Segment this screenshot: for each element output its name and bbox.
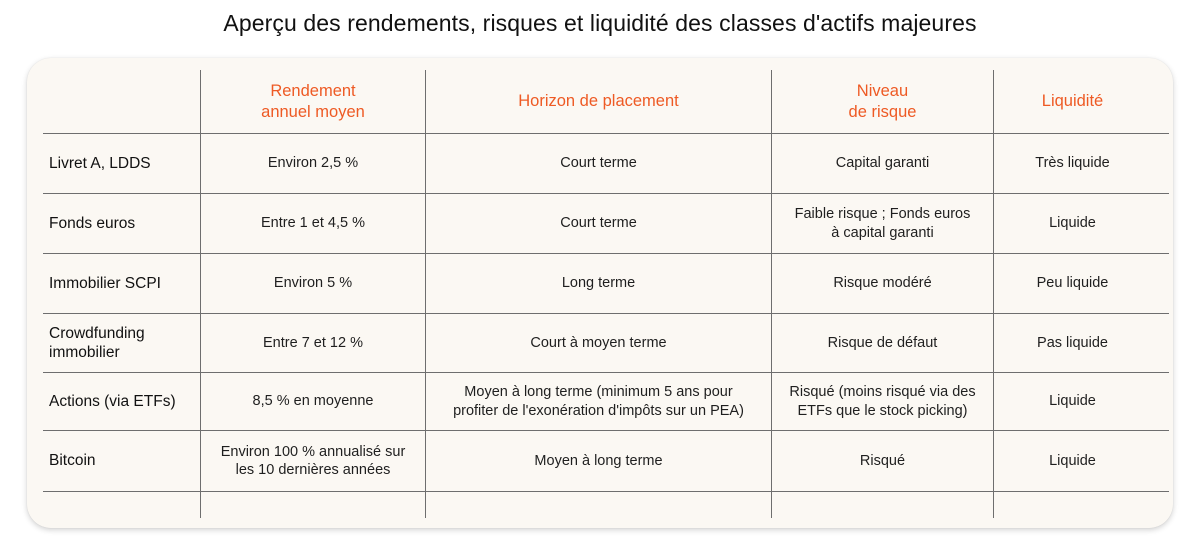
empty-cell [43, 492, 200, 518]
header-cell-risque: Niveau de risque [771, 70, 993, 133]
table-cell: Liquide [993, 194, 1151, 253]
empty-cell [771, 492, 993, 518]
table-cell: Risque de défaut [771, 314, 993, 372]
table-row [43, 194, 1169, 254]
table-cell: Pas liquide [993, 314, 1151, 372]
header-cell-horizon: Horizon de placement [425, 70, 771, 133]
table-header-row [43, 70, 1169, 134]
table-cell: Entre 1 et 4,5 % [200, 194, 425, 253]
table-cell: 8,5 % en moyenne [200, 373, 425, 430]
table-cell: Moyen à long terme [425, 431, 771, 491]
header-cell-empty [43, 70, 200, 133]
row-label: Actions (via ETFs) [49, 392, 176, 410]
table-cell: Risque modéré [771, 254, 993, 313]
table-card [27, 58, 1173, 528]
row-label: Fonds euros [49, 214, 136, 232]
table-row [43, 373, 1169, 431]
row-label: Immobilier SCPI [49, 274, 161, 292]
comparison-table [43, 70, 1169, 518]
table-cell: Court terme [425, 134, 771, 193]
table-cell: Capital garanti [771, 134, 993, 193]
table-row [43, 134, 1169, 194]
row-label: Crowdfunding immobilier [49, 324, 145, 361]
empty-cell [200, 492, 425, 518]
table-cell: Très liquide [993, 134, 1151, 193]
table-cell: Long terme [425, 254, 771, 313]
page-title: Aperçu des rendements, risques et liquidité des classes d'actifs majeures [223, 10, 977, 36]
header-cell-liquidite: Liquidité [993, 70, 1151, 133]
row-label: Bitcoin [49, 452, 96, 470]
table-row [43, 431, 1169, 492]
table-cell: Liquide [993, 373, 1151, 430]
table-cell: Liquide [993, 431, 1151, 491]
table-cell: Court à moyen terme [425, 314, 771, 372]
row-label: Livret A, LDDS [49, 154, 151, 172]
table-cell: Environ 100 % annualisé sur les 10 dernières années [200, 431, 425, 491]
table-cell: Entre 7 et 12 % [200, 314, 425, 372]
table-cell: Peu liquide [993, 254, 1151, 313]
table-row [43, 254, 1169, 314]
table-cell: Risqué (moins risqué via des ETFs que le stock picking) [771, 373, 993, 430]
table-cell: Court terme [425, 194, 771, 253]
table-cell: Moyen à long terme (minimum 5 ans pour profiter de l'exonération d'impôts sur un PEA) [425, 373, 771, 430]
table-cell: Risqué [771, 431, 993, 491]
empty-cell [425, 492, 771, 518]
table-row-empty [43, 492, 1169, 518]
table-cell: Environ 2,5 % [200, 134, 425, 193]
table-cell: Faible risque ; Fonds euros à capital garanti [771, 194, 993, 253]
header-cell-rendement: Rendement annuel moyen [200, 70, 425, 133]
table-cell: Environ 5 % [200, 254, 425, 313]
empty-cell [993, 492, 1151, 518]
table-row [43, 314, 1169, 373]
